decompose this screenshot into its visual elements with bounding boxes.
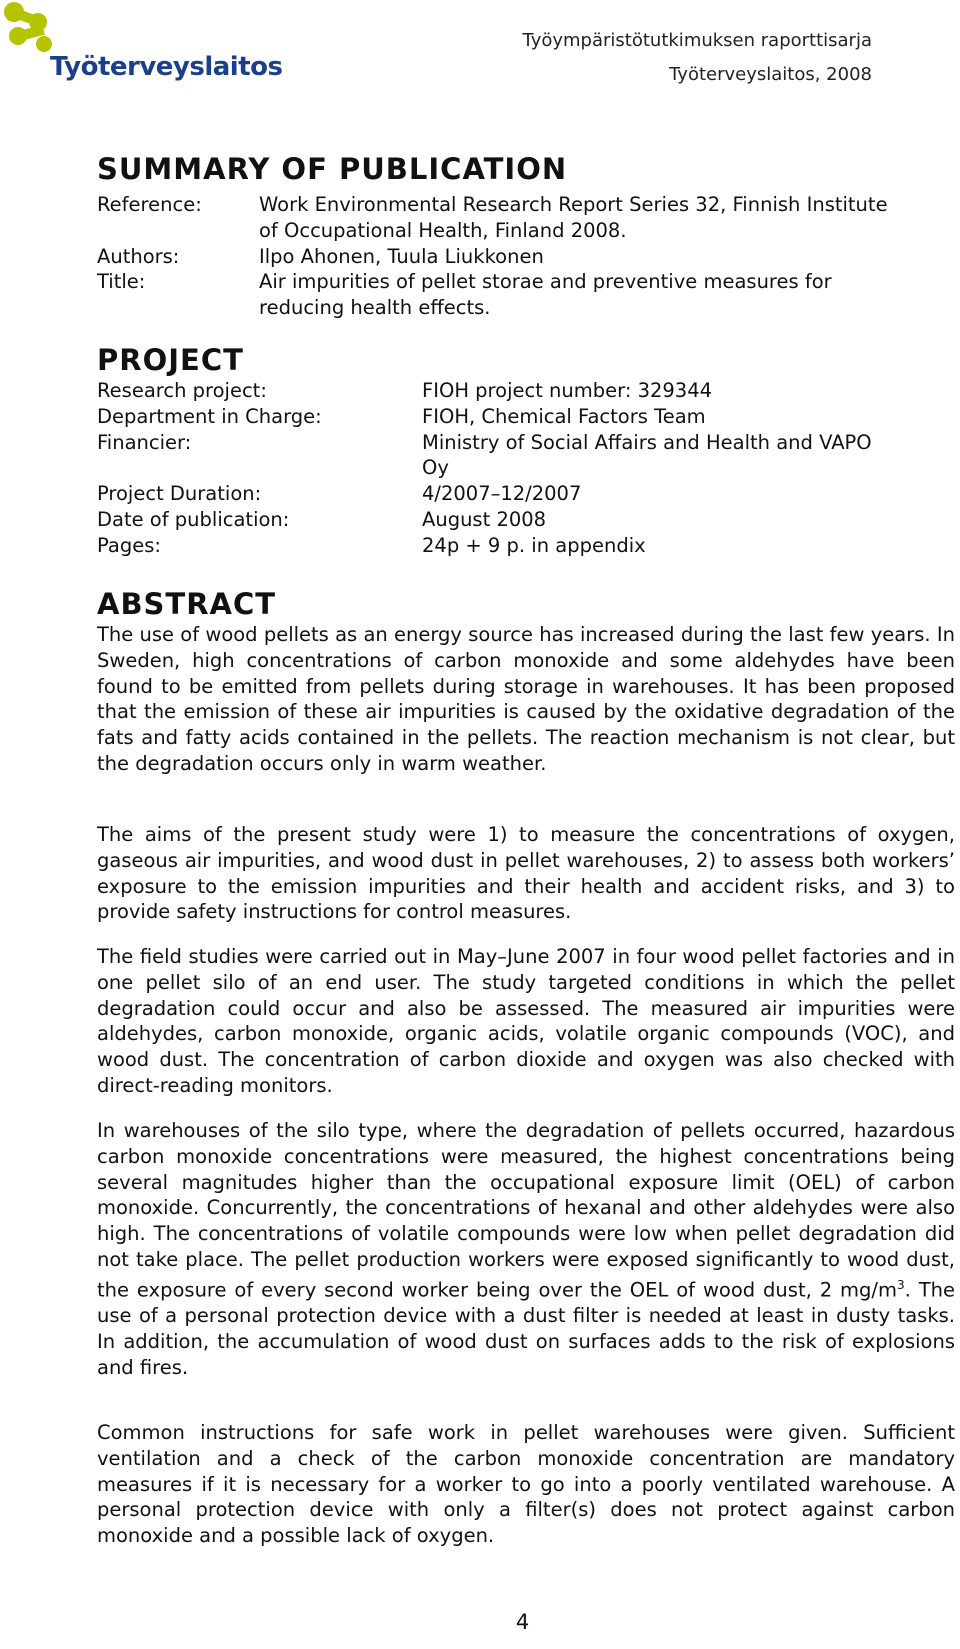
abstract-heading: ABSTRACT [97, 587, 277, 621]
project-key: Financier: [97, 430, 192, 454]
project-value: FIOH project number: 329344 [422, 379, 713, 402]
report-header [523, 24, 872, 92]
project-table [97, 378, 872, 559]
abstract-paragraph: Common instructions for safe work in pellet warehouses were given. Sufficient ventilation and a check of the carbon monoxide concentration are mandatory measures if it is necessary for a worker to go into a poorly ventilated warehouse. A personal protection device with only a filter(s) does not protect against carbon monoxide and a possible lack of oxygen. [97, 1421, 955, 1548]
summary-row [97, 269, 899, 321]
project-row [97, 404, 872, 430]
abstract-paragraph: The aims of the present study were 1) to measure the concentrations of oxygen, gaseous air impurities, and wood dust in pellet warehouses, 2) to assess both workers’ exposure to the emission impurities and their health and accident risks, and 3) to provide safety instructions for control measures. [97, 823, 955, 924]
logo [0, 0, 283, 90]
series-name: Työympäristötutkimuksen raporttisarja [522, 30, 872, 51]
logo-mark-icon [0, 0, 60, 60]
publisher-year: Työterveyslaitos, 2008 [669, 64, 872, 85]
summary-value: Work Environmental Research Report Series 32, Finnish Institute of Occupational Health, Finland 2008. [259, 193, 888, 242]
summary-row [97, 244, 899, 270]
project-value: August 2008 [422, 507, 547, 531]
summary-key: Title: [97, 270, 146, 294]
page-number: 4 [515, 1610, 530, 1634]
summary-value: Air impurities of pellet storae and preventive measures for reducing health effects. [259, 270, 832, 320]
project-row [97, 533, 872, 559]
abstract-text: . The use of a personal protection device with a dust filter is needed at least in dusty tasks. In addition, the accumulation of wood dust on surfaces adds to the risk of explosions and fires. [97, 1278, 955, 1379]
project-value: 4/2007–12/2007 [422, 482, 582, 506]
project-row [97, 378, 872, 404]
abstract-paragraph: The use of wood pellets as an energy source has increased during the last few years. In Sweden, high concentrations of carbon monoxide and some aldehydes have been found to be emitted from pellets during storage in warehouses. It has been proposed that the emission of these air impurities is caused by the oxidative degradation of the fats and fatty acids contained in the pellets. The reaction mechanism is not clear, but the degradation occurs only in warm weather. [97, 623, 955, 775]
project-heading: PROJECT [97, 343, 244, 377]
logo-text: Työterveyslaitos [50, 52, 283, 82]
project-value: Ministry of Social Affairs and Health and VAPO Oy [422, 430, 872, 480]
summary-value: Ilpo Ahonen, Tuula Liukkonen [259, 244, 544, 268]
summary-key: Reference: [97, 193, 202, 216]
project-value: 24p + 9 p. in appendix [422, 533, 646, 557]
summary-key: Authors: [97, 244, 180, 268]
summary-table [97, 192, 899, 321]
abstract-text: In warehouses of the silo type, where the degradation of pellets occurred, hazardous carbon monoxide concentrations were measured, the highest concentrations being several magnitudes higher than the occupational exposure limit (OEL) of carbon monoxide. Concurrently, the concentrations of hexanal and other aldehydes were also high. The concentrations of volatile compounds were low when pellet degradation did not take place. The pellet production workers were exposed significantly to wood dust, the exposure of every second worker being over the OEL of wood dust, 2 mg/m [97, 1119, 955, 1302]
project-key: Research project: [97, 379, 267, 402]
abstract-paragraph: The field studies were carried out in May–June 2007 in four wood pellet factories and in one pellet silo of an end user. The study targeted conditions in which the pellet degradation could occur and also be assessed. The measured air impurities were aldehydes, carbon monoxide, organic acids, volatile organic compounds (VOC), and wood dust. The concentration of carbon dioxide and oxygen was also checked with direct-reading monitors. [97, 945, 955, 1097]
superscript: 3 [896, 1277, 905, 1292]
project-key: Department in Charge: [97, 404, 322, 428]
project-key: Project Duration: [97, 482, 262, 506]
project-value: FIOH, Chemical Factors Team [422, 404, 706, 428]
abstract-paragraph [97, 1118, 955, 1380]
summary-heading: SUMMARY OF PUBLICATION [97, 152, 568, 186]
project-row [97, 481, 872, 507]
summary-row [97, 192, 899, 244]
project-row [97, 430, 872, 482]
project-row [97, 507, 872, 533]
project-key: Pages: [97, 533, 161, 557]
project-key: Date of publication: [97, 507, 290, 531]
